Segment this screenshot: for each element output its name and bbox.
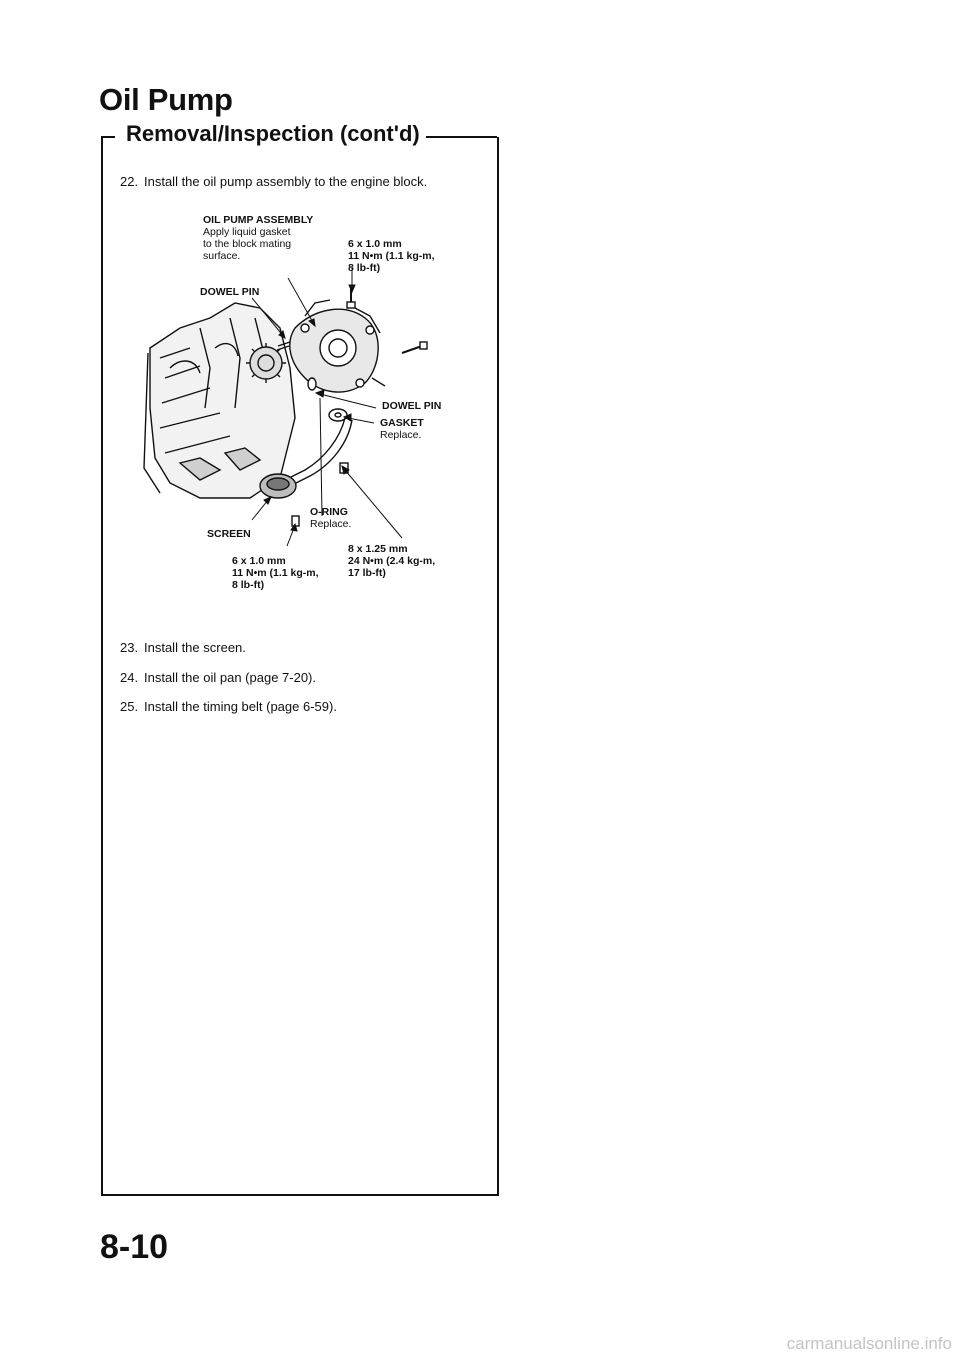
step-text: Install the oil pan (page 7-20).: [144, 670, 316, 685]
bolt-torque: 17 lb-ft): [348, 567, 386, 579]
bolt-size: 6 x 1.0 mm: [232, 555, 286, 567]
bolt-size: 8 x 1.25 mm: [348, 543, 408, 555]
step-text: Install the timing belt (page 6-59).: [144, 699, 337, 714]
bolt-size: 6 x 1.0 mm: [348, 238, 402, 250]
label-line: surface.: [203, 250, 241, 262]
label-line: to the block mating: [203, 238, 292, 250]
page-title: Oil Pump: [99, 82, 233, 117]
bolt-bottom-left-spec: [232, 555, 319, 591]
screen-label: [207, 528, 251, 540]
bolt-top-spec: [348, 238, 435, 274]
label-title: DOWEL PIN: [382, 400, 442, 412]
label-title: OIL PUMP ASSEMBLY: [203, 214, 314, 226]
bolt-torque: 8 lb-ft): [348, 262, 381, 274]
bolt-torque: 8 lb-ft): [232, 579, 265, 591]
dowel-pin-right-label: [382, 400, 441, 412]
bolt-torque: 11 N•m (1.1 kg-m,: [348, 250, 435, 262]
page-number: 8-10: [100, 1228, 169, 1266]
step-number: 25.: [120, 699, 139, 714]
step-text: Install the oil pump assembly to the engine block.: [144, 174, 428, 189]
step-24: [120, 670, 316, 685]
dowel-pin-left-label: [200, 286, 259, 298]
label-title: O-RING: [310, 506, 348, 518]
section-rule-right: [426, 136, 497, 138]
step-number: 23.: [120, 640, 139, 655]
label-title: GASKET: [380, 417, 424, 429]
label-title: DOWEL PIN: [200, 286, 260, 298]
step-22: [120, 174, 427, 189]
engine-block-drawing: [144, 303, 310, 498]
step-23: [120, 640, 246, 655]
step-text: Install the screen.: [144, 640, 246, 655]
oil-pump-assembly-label: [203, 214, 313, 262]
bolt-torque: 11 N•m (1.1 kg-m,: [232, 567, 319, 579]
step-number: 24.: [120, 670, 139, 685]
bolt-torque: 24 N•m (2.4 kg-m,: [348, 555, 436, 567]
step-25: [120, 699, 337, 714]
section-rule-left: [101, 136, 115, 138]
label-note: Replace.: [310, 518, 352, 530]
section-title: Removal/Inspection (cont'd): [123, 121, 423, 147]
step-number: 22.: [120, 174, 139, 189]
label-title: SCREEN: [207, 528, 251, 540]
watermark: carmanualsonline.info: [786, 1334, 952, 1353]
label-line: Apply liquid gasket: [203, 226, 291, 238]
o-ring-label: [310, 506, 351, 530]
label-note: Replace.: [380, 429, 422, 441]
gasket-label: [380, 417, 424, 441]
bolt-bottom-right-spec: [348, 543, 435, 579]
